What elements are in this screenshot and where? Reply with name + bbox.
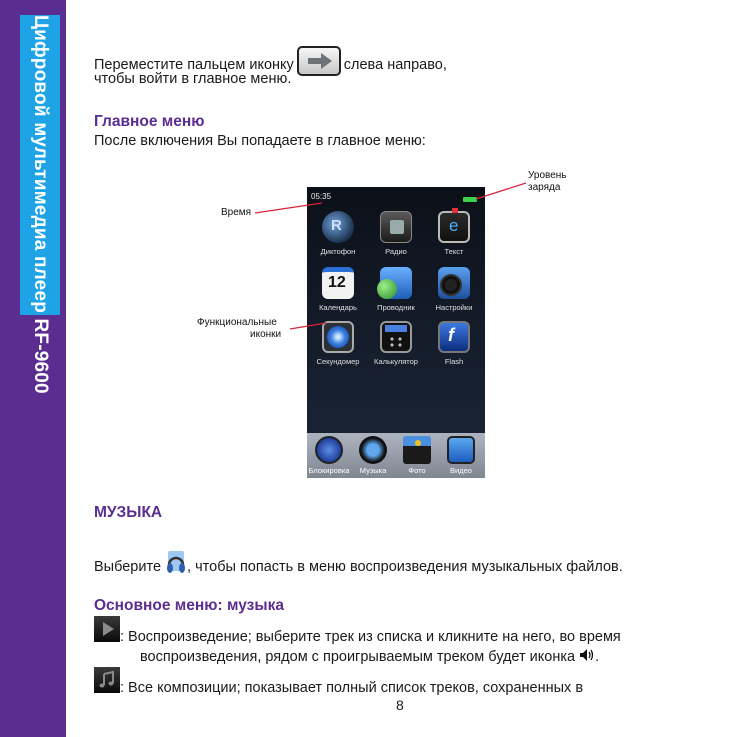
music-text (94, 555, 623, 579)
battery-icon (463, 197, 477, 202)
music-heading: МУЗЫКА (94, 504, 163, 521)
music-menu-heading: Основное меню: музыка (94, 597, 284, 614)
dictaphone-icon: R (322, 211, 354, 243)
app-calendar[interactable] (309, 267, 367, 312)
radio-icon (380, 211, 412, 243)
app-radio[interactable] (367, 211, 425, 256)
text-icon: e (438, 211, 470, 243)
music-text-after: , чтобы попасть в меню воспроизведения музыкальных файлов. (187, 558, 623, 575)
music-text-before: Выберите (94, 558, 162, 575)
dock-label: Видео (450, 466, 472, 475)
dock-music[interactable] (351, 436, 395, 475)
callout-battery-1: Уровень (528, 170, 567, 181)
app-dictaphone[interactable] (309, 211, 367, 256)
intro-line-2: чтобы войти в главное меню. (94, 71, 292, 87)
line-text: воспроизведения, рядом с проигрываемым треком будет иконка (140, 649, 576, 665)
music-menu-item-2-line-1: : Все композиции; показывает полный список треков, сохраненных в (120, 680, 584, 696)
photo-folder-icon (403, 436, 431, 464)
intro-text-before: Переместите пальцем иконку (94, 56, 294, 73)
dock-bar (307, 433, 485, 478)
sidebar-title: Цифровой мультимедиа плеер RF-9600 (30, 15, 51, 394)
music-menu-item-1-line-1: : Воспроизведение; выберите трек из списка и кликните на него, во время (120, 629, 621, 645)
music-headphones-icon (165, 551, 187, 575)
calculator-icon (380, 321, 412, 353)
app-label: Секундомер (316, 357, 360, 366)
app-label: Калькулятор (374, 357, 418, 366)
app-stopwatch[interactable] (309, 321, 367, 366)
intro-text-after: слева направо, (343, 56, 447, 73)
speaker-icon (579, 648, 595, 662)
play-icon (94, 616, 120, 642)
callout-icons-2: иконки (250, 329, 282, 340)
calendar-day: 12 (328, 274, 346, 291)
main-menu-text: После включения Вы попадаете в главное меню: (94, 133, 426, 149)
app-label: Проводник (377, 303, 415, 312)
app-label: Настройки (435, 303, 473, 312)
dock-label: Блокировка (308, 466, 350, 475)
calendar-icon (322, 267, 354, 299)
dock-label: Фото (408, 466, 426, 475)
explorer-icon (380, 267, 412, 299)
app-explorer[interactable] (367, 267, 425, 312)
stopwatch-icon (322, 321, 354, 353)
app-label: Flash (444, 357, 464, 366)
flash-icon: f (438, 321, 470, 353)
app-settings[interactable] (425, 267, 483, 312)
line-end: . (595, 649, 600, 665)
arrow-right-button-icon (297, 46, 341, 76)
app-text[interactable] (425, 211, 483, 256)
lock-icon (315, 436, 343, 464)
music-headphones-icon (359, 436, 387, 464)
device-screen (307, 187, 485, 478)
music-note-icon (94, 667, 120, 693)
app-label: Радио (385, 247, 407, 256)
dock-lock[interactable] (307, 436, 351, 475)
callout-time: Время (221, 207, 252, 218)
dock-label: Музыка (359, 466, 387, 475)
music-menu-item-1-line-2 (140, 648, 599, 666)
callout-battery-2: заряда (528, 182, 561, 193)
dock-photo[interactable] (395, 436, 439, 475)
device-time: 05:35 (311, 192, 332, 201)
app-label: Текст (444, 247, 464, 256)
video-icon (447, 436, 475, 464)
app-calculator[interactable] (367, 321, 425, 366)
main-menu-heading: Главное меню (94, 113, 205, 130)
app-label: Календарь (319, 303, 357, 312)
callout-icons-1: Функциональные (197, 317, 277, 328)
page-number: 8 (396, 697, 404, 713)
dock-video[interactable] (439, 436, 483, 475)
app-flash[interactable] (425, 321, 483, 366)
app-label: Диктофон (320, 247, 356, 256)
settings-icon (438, 267, 470, 299)
